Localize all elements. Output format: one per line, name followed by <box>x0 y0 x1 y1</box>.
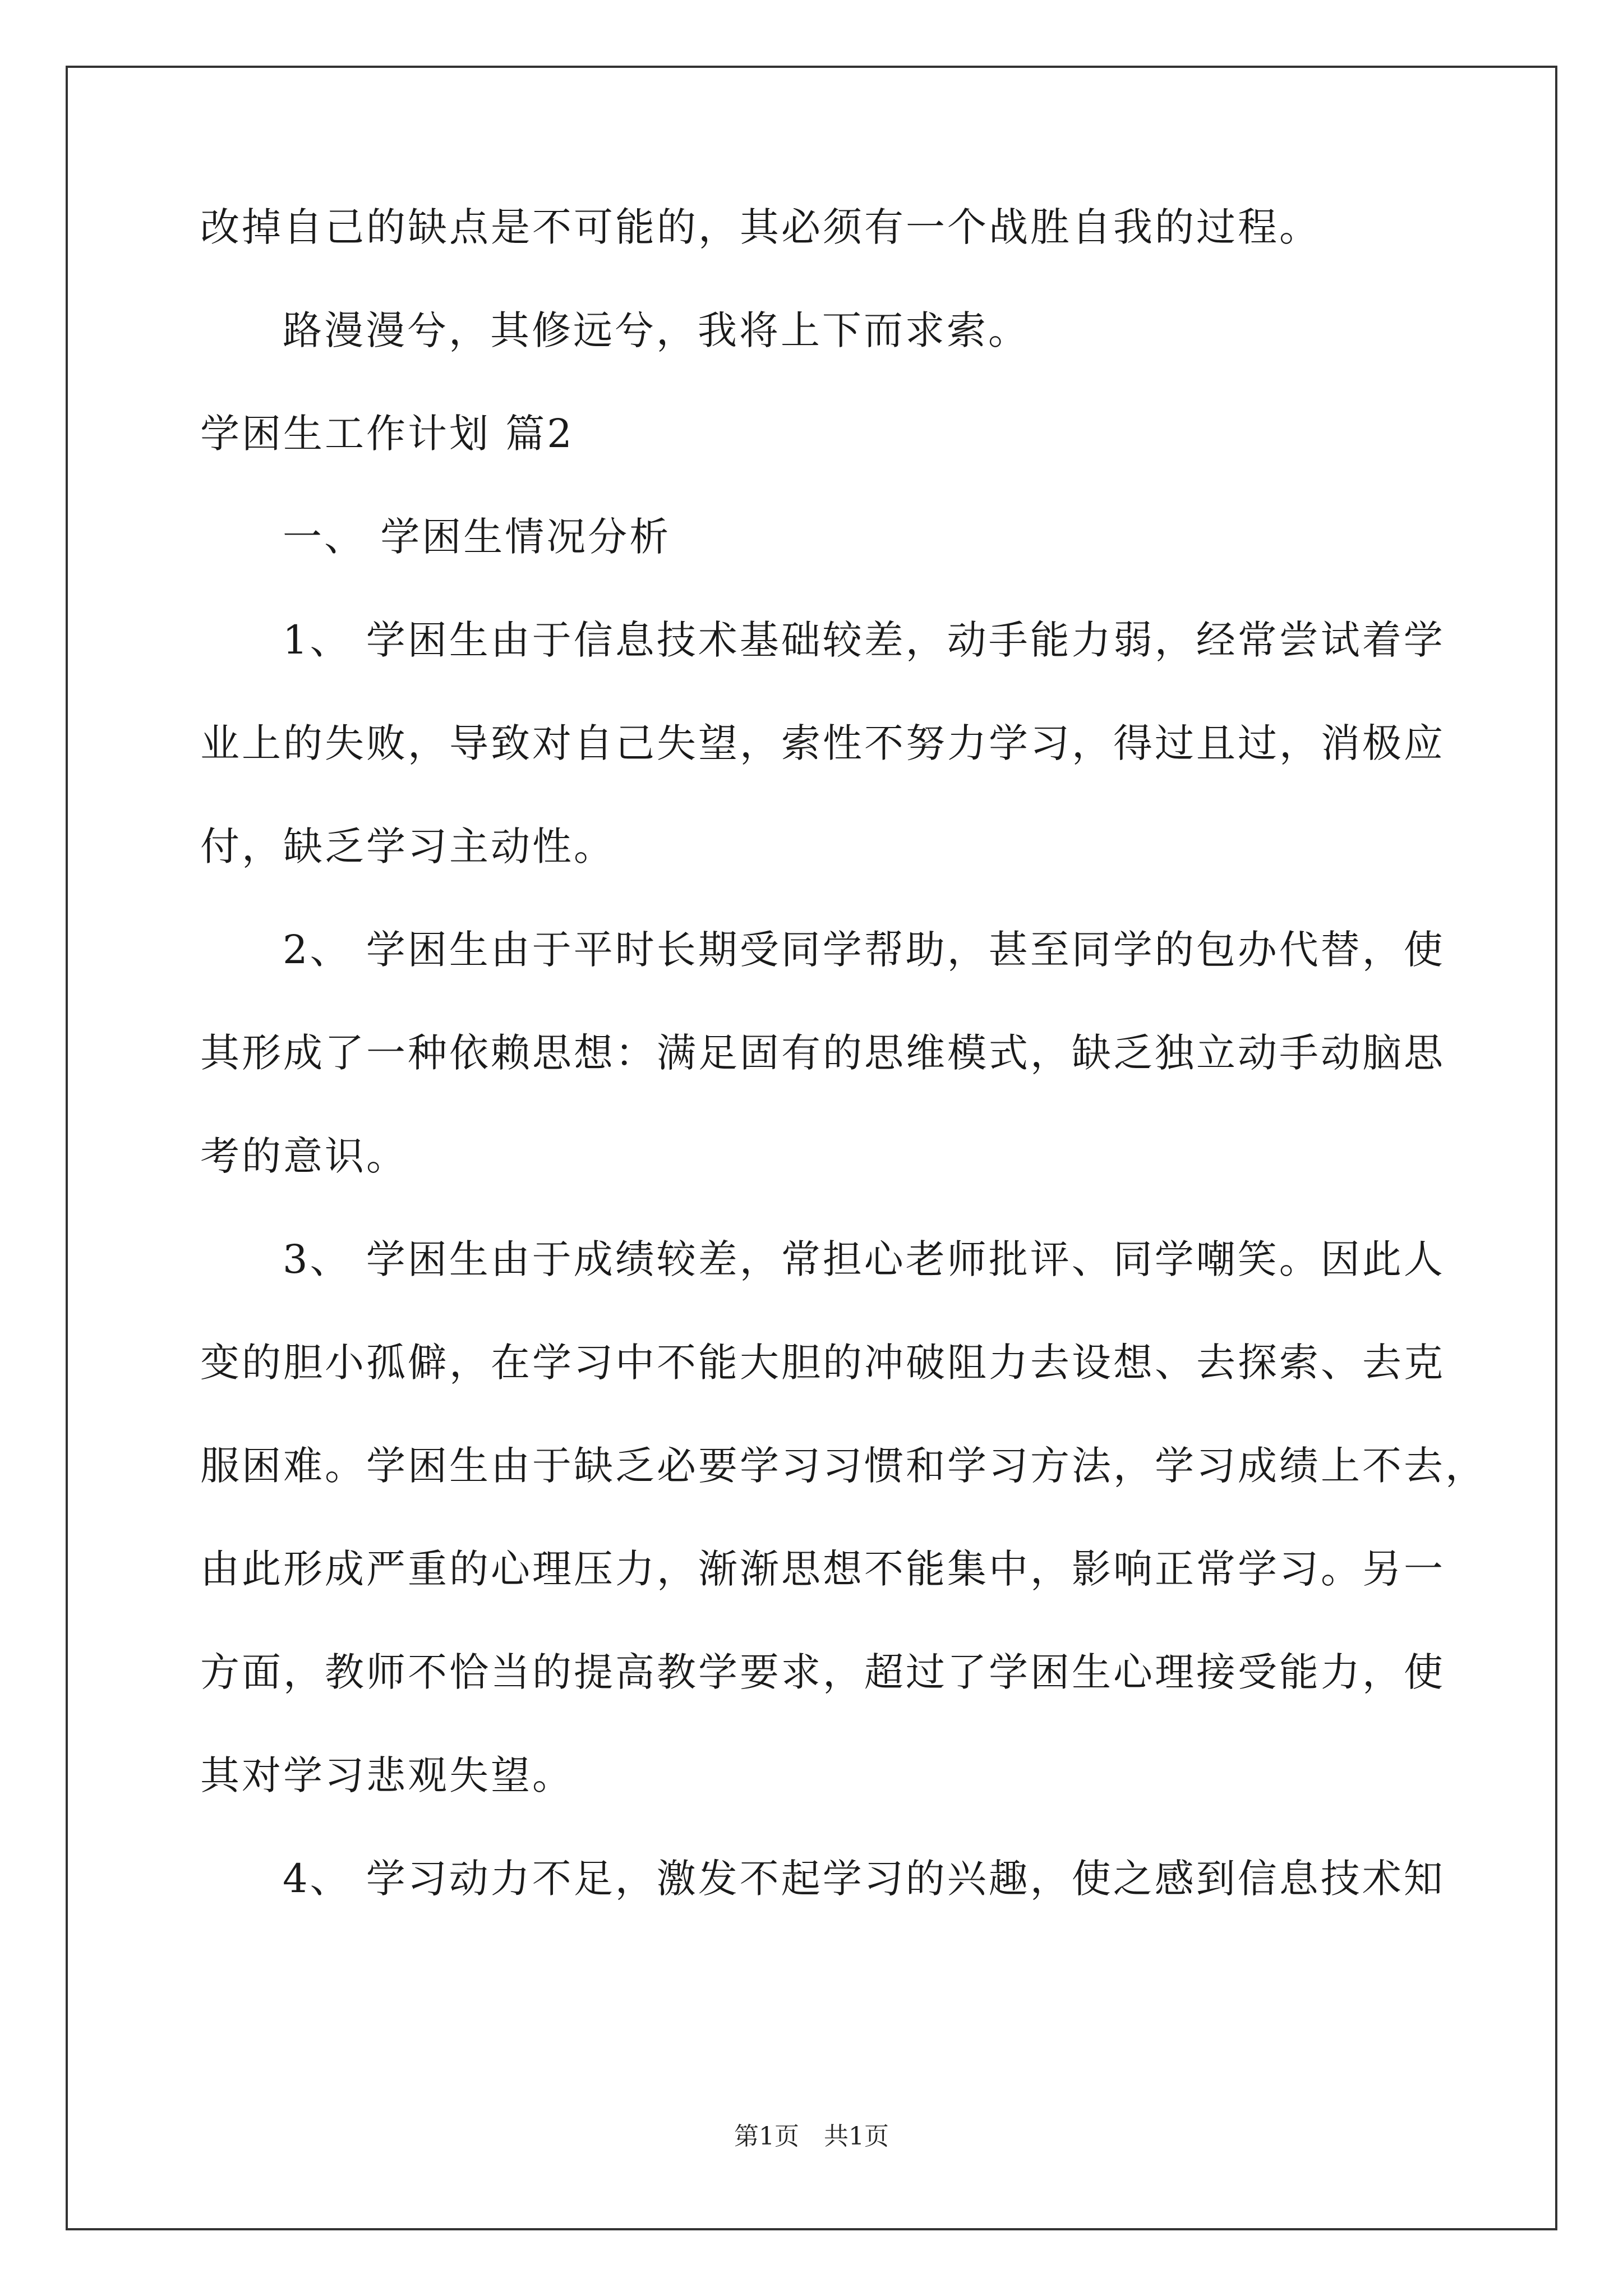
text-line: 业上的失败，导致对自己失望，索性不努力学习，得过且过，消极应 <box>200 720 1445 766</box>
text-line: 2、 学困生由于平时长期受同学帮助，甚至同学的包办代替，使 <box>283 927 1445 973</box>
text-line: 学困生工作计划 篇2 <box>200 411 574 457</box>
text-line: 路漫漫兮，其修远兮，我将上下而求索。 <box>283 307 1030 353</box>
text-line: 改掉自己的缺点是不可能的，其必须有一个战胜自我的过程。 <box>200 204 1321 250</box>
text-line: 考的意识。 <box>200 1133 408 1179</box>
document-body <box>200 204 1487 1962</box>
page-footer: 第1页 共1页 <box>734 2122 889 2151</box>
text-line: 其形成了一种依赖思想：满足固有的思维模式，缺乏独立动手动脑思 <box>200 1030 1445 1076</box>
text-line: 由此形成严重的心理压力，渐渐思想不能集中，影响正常学习。另一 <box>200 1546 1445 1592</box>
text-line: 方面，教师不恰当的提高教学要求，超过了学困生心理接受能力，使 <box>200 1649 1445 1695</box>
text-line: 1、 学困生由于信息技术基础较差，动手能力弱，经常尝试着学 <box>283 617 1445 663</box>
text-line: 3、 学困生由于成绩较差，常担心老师批评、同学嘲笑。因此人 <box>283 1236 1445 1282</box>
text-line: 服困难。学困生由于缺乏必要学习习惯和学习方法，学习成绩上不去， <box>200 1443 1487 1489</box>
text-line: 付，缺乏学习主动性。 <box>200 823 615 869</box>
text-line: 一、 学困生情况分析 <box>283 514 671 560</box>
text-line: 其对学习悲观失望。 <box>200 1752 574 1798</box>
text-line: 4、 学习动力不足，激发不起学习的兴趣，使之感到信息技术知 <box>283 1856 1445 1902</box>
text-line: 变的胆小孤僻，在学习中不能大胆的冲破阻力去设想、去探索、去克 <box>200 1340 1445 1386</box>
